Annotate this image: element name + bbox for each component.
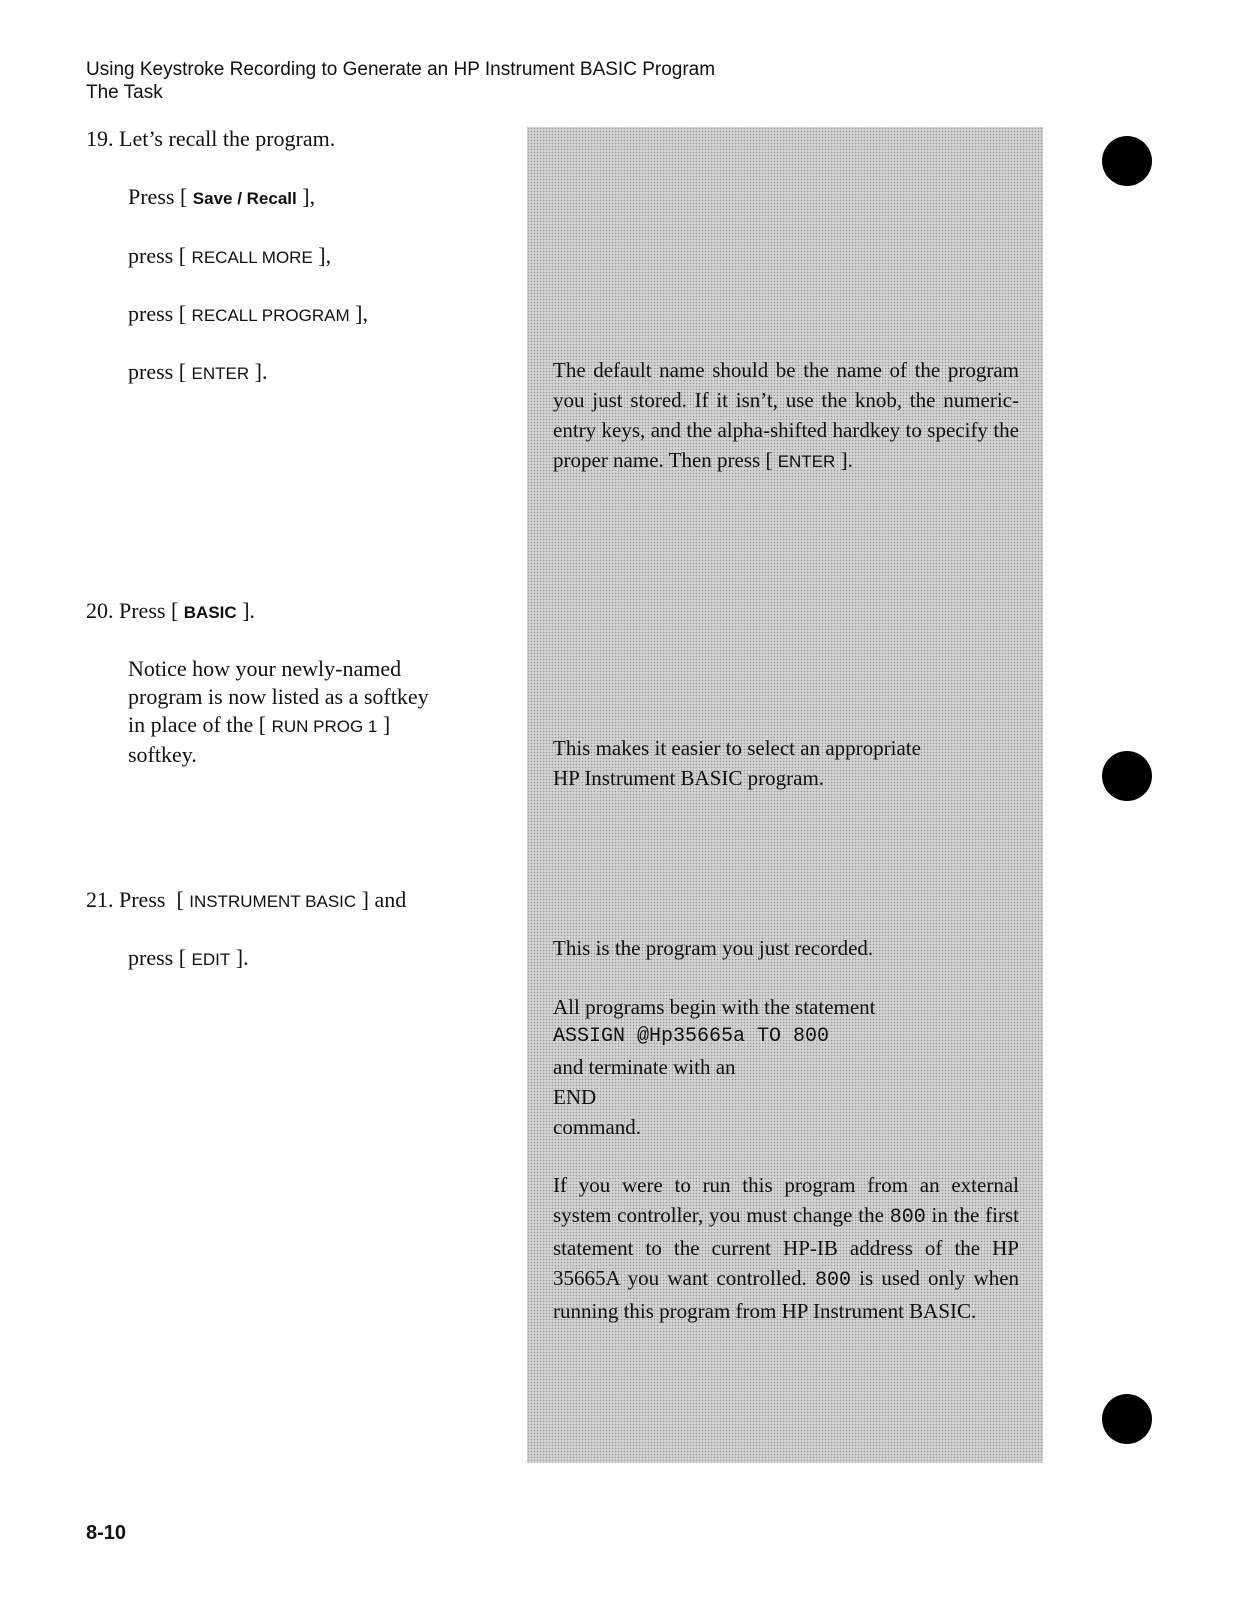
- note-text: in the first statement to the current HP-IB address of the HP 35665A you want controlled.: [553, 1203, 1019, 1290]
- note-line: HP Instrument BASIC program.: [553, 766, 825, 790]
- note-default-name-text: The default name should be the name of the program you just stored. If it isn’t, use the knob, the numeric-entry keys, and the alpha-shifted hardkey to specify the proper name. Then press: [553, 358, 1019, 472]
- notice-line: softkey.: [128, 742, 197, 767]
- note-line: command.: [553, 1115, 642, 1139]
- step-20-notice: [128, 655, 429, 769]
- note-line: This is the program you just recorded.: [553, 936, 874, 960]
- page-number: 8-10: [86, 1522, 127, 1544]
- key-enter: ENTER: [191, 364, 250, 383]
- notice-line: program is now listed as a softkey: [128, 684, 429, 709]
- note-external-controller: [553, 1170, 1019, 1326]
- step-19-press-enter: press [ ENTER ].: [128, 359, 268, 384]
- code-end-keyword: END: [553, 1085, 597, 1109]
- notice-line: in place of the [ RUN PROG 1 ]: [128, 712, 391, 737]
- note-program-recorded: [553, 933, 1019, 963]
- step-20-title: 20. Press [ BASIC ].: [86, 598, 256, 623]
- note-program-structure: [553, 992, 1019, 1142]
- code-address: 800: [814, 1269, 851, 1292]
- binder-hole-icon: [1102, 751, 1152, 801]
- header-chapter-title: Using Keystroke Recording to Generate an HP Instrument BASIC Program: [86, 59, 716, 80]
- press-word: press: [128, 945, 174, 970]
- press-word: press: [128, 243, 174, 268]
- press-word: press: [128, 301, 174, 326]
- key-save-recall: Save / Recall: [192, 189, 297, 208]
- key-instrument-basic: INSTRUMENT BASIC: [189, 892, 357, 911]
- binder-hole-icon: [1102, 1394, 1152, 1444]
- step-20-title-prefix: 20. Press: [86, 598, 166, 623]
- step-21-title: 21. Press [ INSTRUMENT BASIC ] and: [86, 887, 407, 912]
- note-text: If you were to run this program from an external system controller, you must change the: [553, 1173, 1019, 1227]
- running-header: [86, 58, 715, 104]
- step-21-press-edit: press [ EDIT ].: [128, 945, 249, 970]
- key-run-prog-1: RUN PROG 1: [271, 717, 378, 736]
- and-word: and: [374, 887, 407, 912]
- note-easier-select: [553, 733, 1019, 793]
- step-19-press-recall-more: press [ RECALL MORE ],: [128, 243, 332, 268]
- note-text: is used only when running this program from HP Instrument BASIC.: [553, 1266, 1020, 1323]
- key-basic: BASIC: [183, 603, 237, 622]
- note-line: This makes it easier to select an appropriate: [553, 736, 921, 760]
- code-assign-statement: ASSIGN @Hp35665a TO 800: [553, 1025, 830, 1048]
- code-address: 800: [889, 1206, 926, 1229]
- key-edit: EDIT: [191, 950, 231, 969]
- note-line: and terminate with an: [553, 1055, 736, 1079]
- step-19-press-recall-program: press [ RECALL PROGRAM ],: [128, 301, 368, 326]
- key-enter: ENTER: [777, 452, 836, 471]
- notice-line-prefix: in place of the: [128, 712, 254, 737]
- note-default-name: The default name should be the name of the program you just stored. If it isn’t, use the knob, the numeric-entry keys, and the alpha-shifted hardkey to specify the proper name. Then press [ ENTER ].: [553, 358, 1019, 472]
- notice-line: Notice how your newly-named: [128, 656, 402, 681]
- key-recall-more: RECALL MORE: [191, 248, 313, 267]
- step-19-title: [86, 125, 335, 153]
- header-section-title: The Task: [86, 82, 163, 103]
- step-19-title-text: 19. Let’s recall the program.: [86, 126, 336, 151]
- key-recall-program: RECALL PROGRAM: [191, 306, 350, 325]
- press-word: Press: [128, 184, 175, 209]
- binder-hole-icon: [1102, 136, 1152, 186]
- step-19-press-save-recall: Press [ Save / Recall ],: [128, 184, 316, 209]
- note-line: All programs begin with the statement: [553, 995, 876, 1019]
- step-21-title-prefix: 21. Press: [86, 887, 166, 912]
- press-word: press: [128, 359, 174, 384]
